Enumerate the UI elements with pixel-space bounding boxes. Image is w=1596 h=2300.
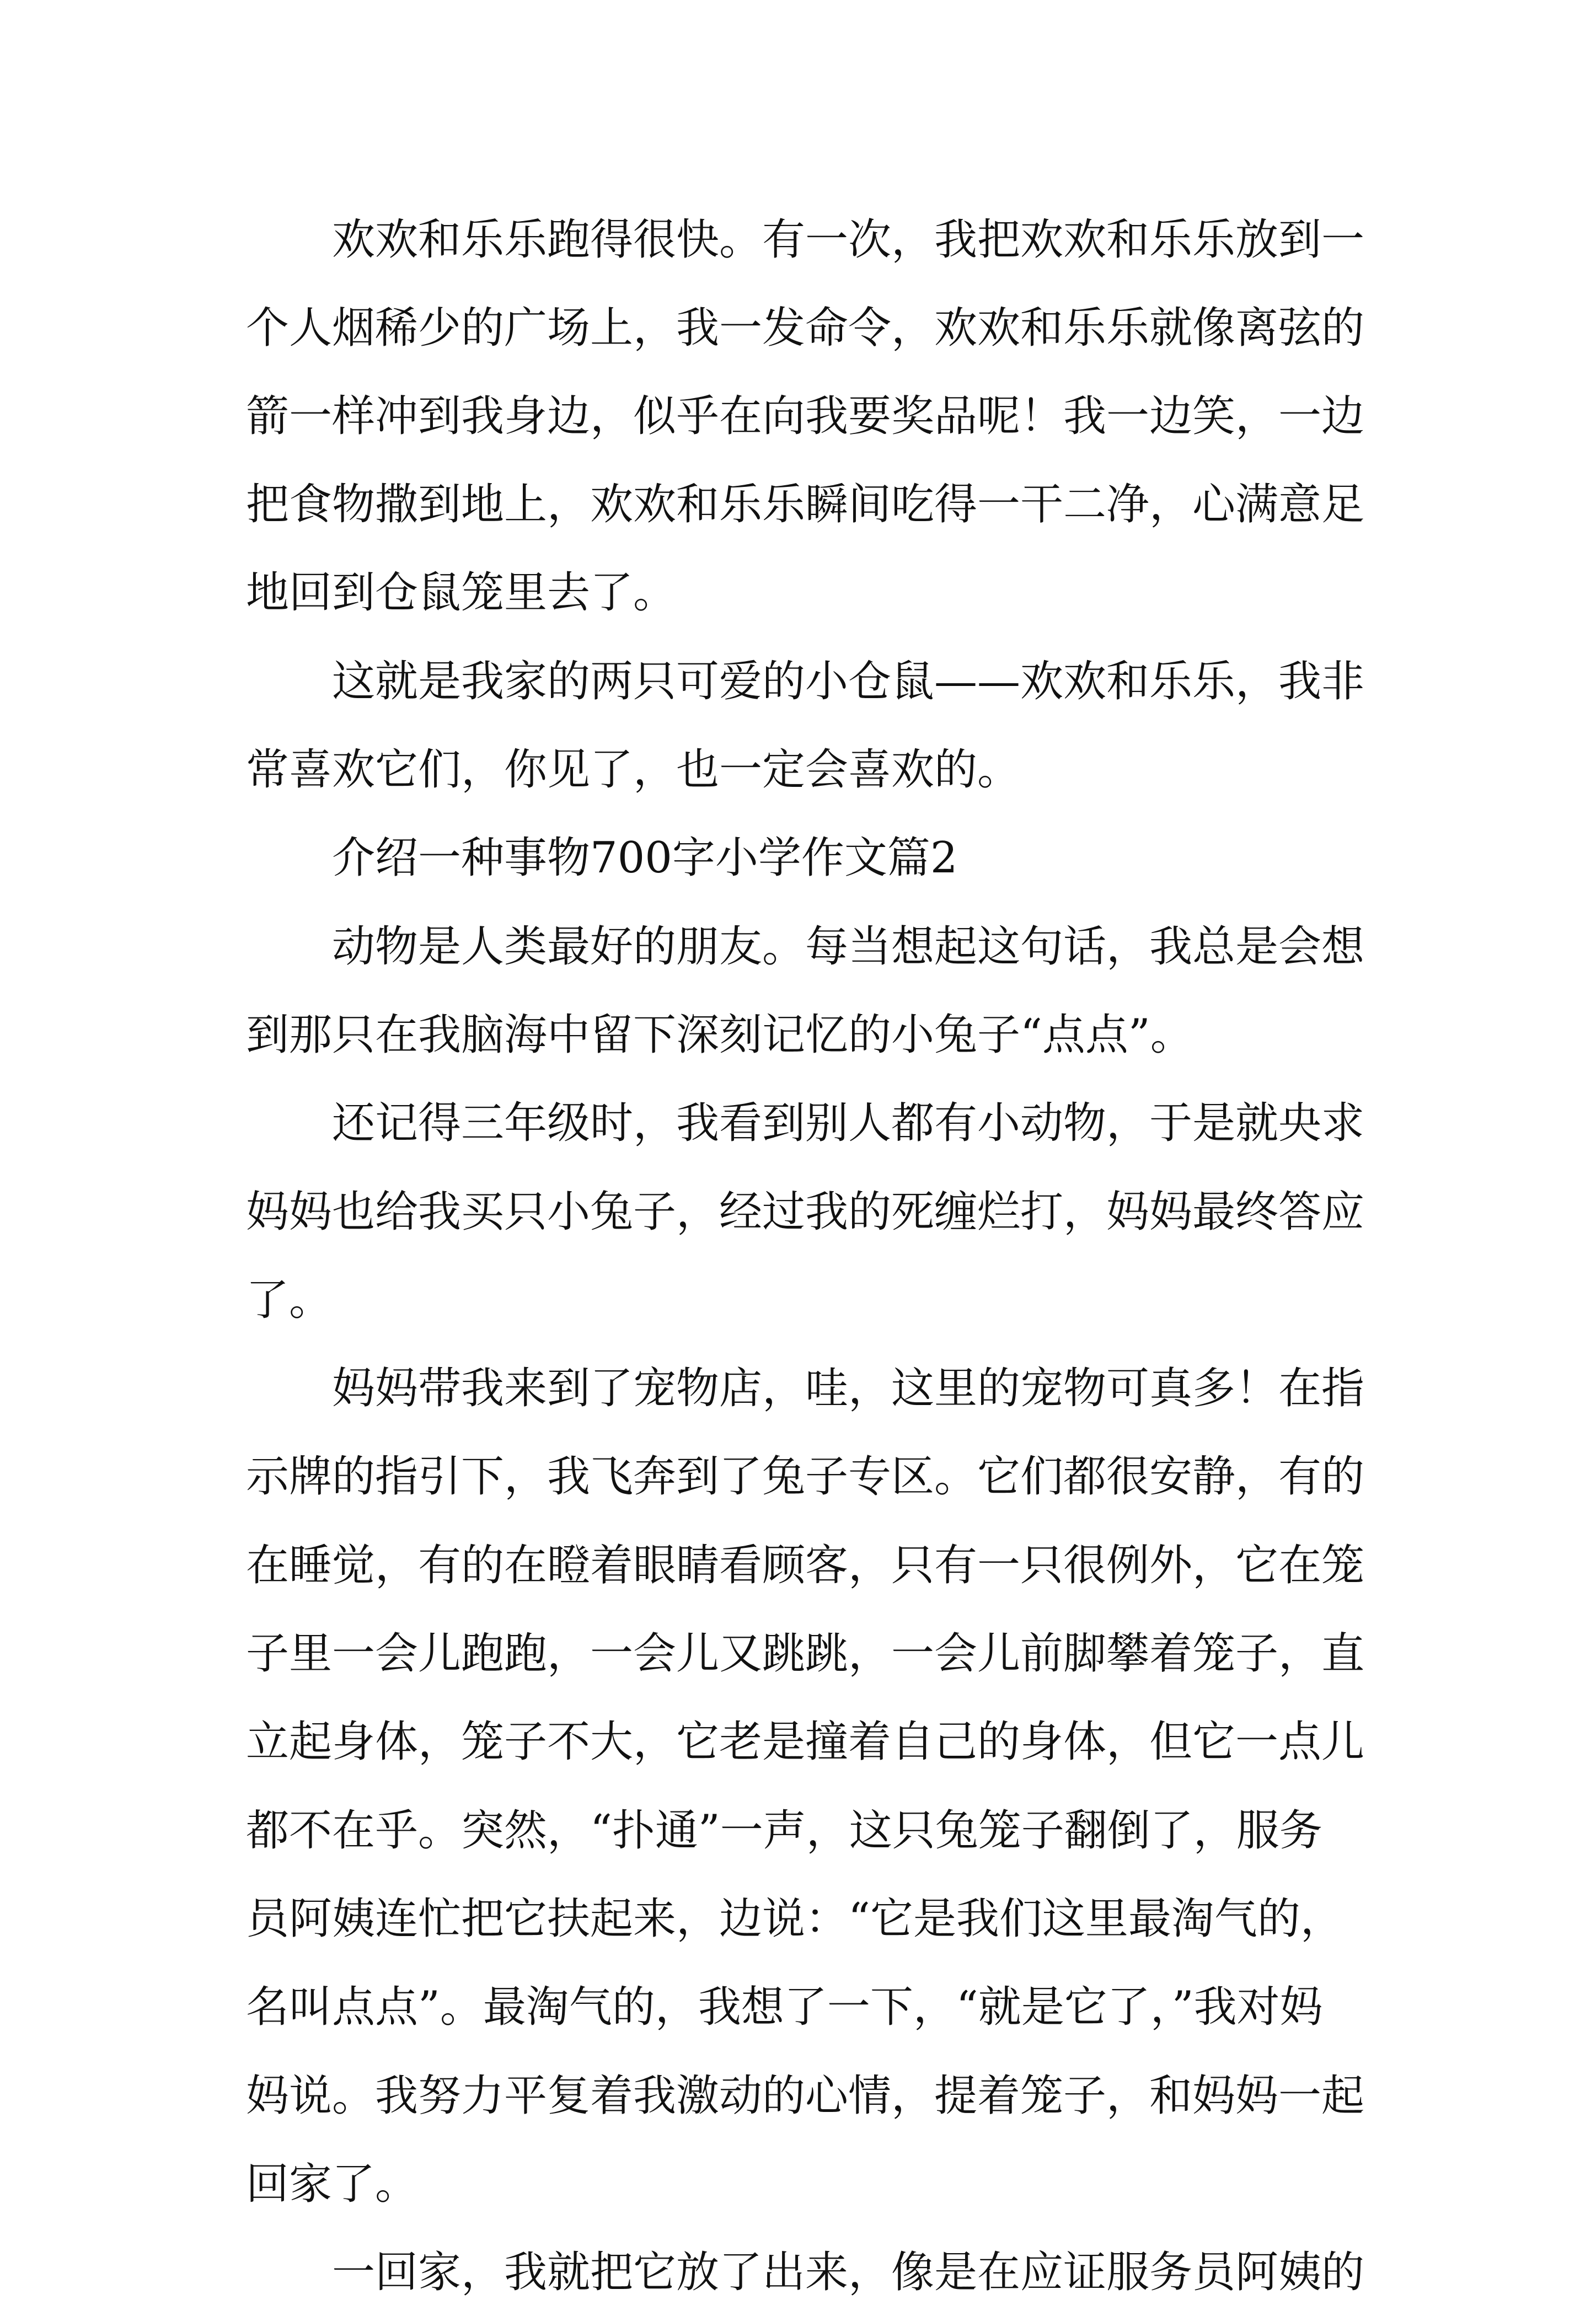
paragraph-line: 箭一样冲到我身边，似乎在向我要奖品呢！我一边笑，一边 (246, 392, 1365, 441)
paragraph-line: 示牌的指引下，我飞奔到了兔子专区。它们都很安静，有的 (246, 1452, 1365, 1502)
paragraph-line: 还记得三年级时，我看到别人都有小动物，于是就央求 (332, 1098, 1365, 1148)
paragraph-line: 把食物撒到地上，欢欢和乐乐瞬间吃得一干二净，心满意足 (246, 480, 1365, 529)
paragraph-line: 妈妈也给我买只小兔子，经过我的死缠烂打，妈妈最终答应 (246, 1187, 1365, 1237)
paragraph-line: 动物是人类最好的朋友。每当想起这句话，我总是会想 (332, 922, 1365, 972)
paragraph-line: 回家了。 (246, 2159, 419, 2209)
paragraph-line: 到那只在我脑海中留下深刻记忆的小兔子“点点”。 (246, 1010, 1193, 1060)
paragraph-line: 妈妈带我来到了宠物店，哇，这里的宠物可真多！在指 (332, 1364, 1365, 1413)
paragraph-line: 子里一会儿跑跑，一会儿又跳跳，一会儿前脚攀着笼子，直 (246, 1629, 1365, 1679)
paragraph-line: 一回家，我就把它放了出来，像是在应证服务员阿姨的 (332, 2248, 1365, 2297)
paragraph-line: 地回到仓鼠笼里去了。 (246, 568, 677, 618)
essay-title: 介绍一种事物700字小学作文篇2 (332, 833, 958, 883)
paragraph-line: 员阿姨连忙把它扶起来，边说：“它是我们这里最淘气的， (246, 1894, 1343, 1944)
paragraph-line: 在睡觉，有的在瞪着眼睛看顾客，只有一只很例外，它在笼 (246, 1541, 1365, 1590)
paragraph-line: 名叫点点”。最淘气的，我想了一下，“就是它了，”我对妈 (246, 1982, 1323, 2032)
paragraph-line: 立起身体，笼子不大，它老是撞着自己的身体，但它一点儿 (246, 1717, 1365, 1767)
paragraph-line: 都不在乎。突然，“扑通”一声，这只兔笼子翻倒了，服务 (246, 1806, 1322, 1856)
paragraph-line: 个人烟稀少的广场上，我一发命令，欢欢和乐乐就像离弦的 (246, 303, 1365, 353)
paragraph-line: 常喜欢它们，你见了，也一定会喜欢的。 (246, 745, 1021, 795)
paragraph-line: 妈说。我努力平复着我激动的心情，提着笼子，和妈妈一起 (246, 2071, 1365, 2121)
paragraph-line: 了。 (246, 1275, 333, 1325)
paragraph-line: 这就是我家的两只可爱的小仓鼠——欢欢和乐乐，我非 (332, 657, 1365, 706)
paragraph-line: 欢欢和乐乐跑得很快。有一次，我把欢欢和乐乐放到一 (332, 215, 1365, 265)
